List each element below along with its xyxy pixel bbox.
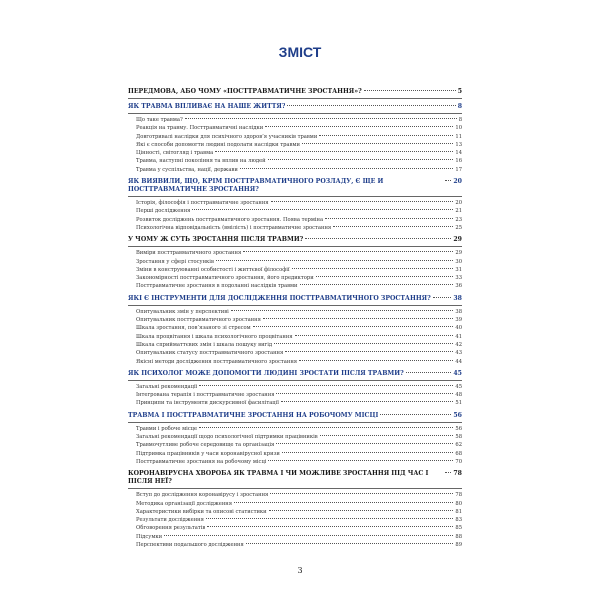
toc-item-page: 68 — [455, 450, 462, 457]
toc-item-page: 23 — [455, 216, 462, 223]
toc-item[interactable] — [128, 207, 462, 215]
dot-leader — [268, 460, 453, 461]
toc-item-page: 88 — [455, 533, 462, 540]
toc-item-page: 40 — [455, 325, 462, 332]
toc-item-title: Характеристики вибірки та описові статистики — [136, 508, 267, 515]
dot-leader — [276, 393, 453, 394]
section-divider — [128, 422, 462, 423]
toc-item[interactable] — [128, 341, 462, 349]
toc-section[interactable] — [128, 295, 462, 303]
toc-item[interactable] — [128, 308, 462, 316]
dot-leader — [316, 276, 454, 277]
dot-leader — [216, 260, 454, 261]
dot-leader — [265, 126, 453, 127]
toc-item-title: Шкала зростання, пов’язаного зі стресом — [136, 325, 251, 332]
dot-leader — [271, 201, 454, 202]
toc-item[interactable] — [128, 333, 462, 341]
toc-item-title: Методика організації дослідження — [136, 500, 233, 507]
toc-section-title: ТРАВМА І ПОСТТРАВМАТИЧНЕ ЗРОСТАННЯ НА РОБОЧОМУ МІСЦІ — [128, 411, 379, 419]
toc-section[interactable] — [128, 370, 462, 378]
toc-item-title: Виміри посттравматичного зростання — [136, 250, 242, 257]
dot-leader — [199, 385, 453, 386]
toc-item-title: Зміни в конструюванні особистості і життєвої філософії — [136, 266, 290, 273]
toc-item-title: Посттравматичне зростання в подоланні наслідків травми — [136, 283, 298, 290]
toc-item-page: 43 — [455, 350, 462, 357]
dot-leader — [281, 401, 453, 402]
toc-item[interactable] — [128, 324, 462, 332]
toc-item-page: 80 — [455, 500, 462, 507]
toc-item-title: Загальні рекомендації щодо психологічної підтримки працівників — [136, 434, 318, 441]
toc-item[interactable] — [128, 399, 462, 407]
toc-section-page: 8 — [457, 103, 462, 110]
toc-item-title: Психологічна відповідальність (вмілість) і посттравматичне зростання — [136, 224, 332, 231]
dot-leader — [185, 118, 457, 119]
toc-item-page: 78 — [455, 492, 462, 499]
dot-leader — [445, 180, 451, 181]
dot-leader — [333, 226, 453, 227]
toc-item-page: 25 — [455, 224, 462, 231]
dot-leader — [243, 251, 453, 252]
section-divider — [128, 196, 462, 197]
section-divider — [128, 380, 462, 381]
toc-item-page: 17 — [455, 166, 462, 173]
toc-section-page: 5 — [457, 88, 462, 95]
toc-item-title: Опитувальник змін у перспективі — [136, 308, 229, 315]
dot-leader — [192, 209, 453, 210]
toc-section-title: ПЕРЕДМОВА, АБО ЧОМУ «ПОСТТРАВМАТИЧНЕ ЗРОСТАННЯ»? — [128, 88, 362, 95]
dot-leader — [299, 360, 453, 361]
toc-item[interactable] — [128, 524, 462, 532]
toc-item-page: 85 — [455, 525, 462, 532]
dot-leader — [274, 343, 453, 344]
toc-section-title: ЯК ПСИХОЛОГ МОЖЕ ДОПОМОГТИ ЛЮДИНІ ЗРОСТАТИ ПІСЛЯ ТРАВМИ? — [128, 369, 404, 377]
toc-item-page: 13 — [455, 141, 462, 148]
toc-item-page: 33 — [455, 275, 462, 282]
toc-section[interactable] — [128, 236, 462, 244]
toc-item[interactable] — [128, 316, 462, 324]
toc-item[interactable] — [128, 141, 462, 149]
toc-item-page: 45 — [455, 383, 462, 390]
toc-item-title: Які є способи допомогти людині подолати наслідки травми — [136, 141, 300, 148]
toc-item[interactable] — [128, 508, 462, 516]
dot-leader — [406, 372, 452, 373]
toc-item-title: Закономірності посттравматичного зростання, його предиктори — [136, 275, 314, 282]
toc-item-title: Шкала процвітання і шкала психологічного процвітання — [136, 333, 293, 340]
toc-section-title: ЯКІ Є ІНСТРУМЕНТИ ДЛЯ ДОСЛІДЖЕННЯ ПОСТТРАВМАТИЧНОГО ЗРОСТАННЯ? — [128, 294, 431, 302]
toc-item-title: Травма у суспільства, нації, держави — [136, 166, 238, 173]
toc-item-page: 29 — [455, 250, 462, 257]
toc-item-page: 31 — [455, 266, 462, 273]
dot-leader — [231, 310, 454, 311]
dot-leader — [380, 414, 451, 415]
toc-item-title: Розвиток досліджень посттравматичного зростання. Поява терміна — [136, 216, 324, 223]
toc-item[interactable] — [128, 249, 462, 257]
toc-item-title: Реакція на травму. Посттравматичні наслідки — [136, 125, 264, 132]
toc-item[interactable] — [128, 166, 462, 174]
toc-item[interactable] — [128, 383, 462, 391]
toc-item-page: 39 — [455, 317, 462, 324]
toc-item-page: 81 — [455, 508, 462, 515]
toc-item-page: 48 — [455, 392, 462, 399]
toc-item-title: Вступ до дослідження коронавірусу і зростання — [136, 492, 269, 499]
toc-item[interactable] — [128, 199, 462, 207]
toc-section-page: 20 — [453, 178, 462, 186]
dot-leader — [325, 218, 453, 219]
toc-item-title: Історія, філософія і посттравматичне зростання — [136, 200, 269, 207]
toc-item[interactable] — [128, 266, 462, 274]
dot-leader — [215, 151, 453, 152]
toc-item-title: Загальні рекомендації — [136, 383, 198, 390]
toc-item-title: Підтримка працівників у часи коронавірусної кризи — [136, 450, 280, 457]
dot-leader — [292, 268, 454, 269]
toc-item-title: Травмочутливе робоче середовище та організація — [136, 442, 275, 449]
dot-leader — [276, 443, 453, 444]
toc-item[interactable] — [128, 533, 462, 541]
toc-item[interactable] — [128, 450, 462, 458]
dot-leader — [282, 452, 454, 453]
toc-item-page: 16 — [455, 158, 462, 165]
toc-item-page: 83 — [455, 517, 462, 524]
toc-item-page: 41 — [455, 333, 462, 340]
toc-item-title: Принципи та інструменти дискурсивної фасилітації — [136, 400, 279, 407]
toc-item[interactable] — [128, 433, 462, 441]
toc-section-page: 29 — [453, 236, 462, 244]
dot-leader — [445, 472, 451, 473]
dot-leader — [320, 435, 454, 436]
toc-item-page: 21 — [455, 208, 462, 215]
toc-item[interactable] — [128, 124, 462, 132]
toc-section-title: КОРОНАВІРУСНА ХВОРОБА ЯК ТРАВМА І ЧИ МОЖЛИВЕ ЗРОСТАННЯ ПІД ЧАС І ПІСЛЯ НЕЇ? — [128, 470, 429, 486]
dot-leader — [285, 351, 453, 352]
toc-item-page: 89 — [455, 541, 462, 548]
dot-leader — [164, 535, 453, 536]
toc-section-page: 56 — [453, 411, 462, 419]
toc-item[interactable] — [128, 491, 462, 499]
toc-item-title: Посттравматичне зростання на робочому місці — [136, 458, 267, 465]
toc-item-title: Опитувальник статусу посттравматичного зростання — [136, 350, 284, 357]
page-number: 3 — [297, 566, 303, 575]
dot-leader — [287, 105, 455, 106]
toc-item[interactable] — [128, 258, 462, 266]
toc-item[interactable] — [128, 149, 462, 157]
toc-item-title: Шкала сприйматтєвих змін і шкала пошуку вигід — [136, 341, 273, 348]
dot-leader — [270, 493, 453, 494]
toc-item-title: Цінності, світогляд і травма — [136, 150, 214, 157]
dot-leader — [300, 284, 454, 285]
toc-item[interactable] — [128, 216, 462, 224]
section-divider — [128, 113, 462, 114]
dot-leader — [433, 297, 452, 298]
toc-section-title: ЯК ВИЯВИЛИ, ЩО, КРІМ ПОСТТРАВМАТИЧНОГО РОЗЛАДУ, Є ЩЕ Й ПОСТТРАВМАТИЧНЕ ЗРОСТАННЯ? — [128, 178, 384, 194]
toc-item-page: 8 — [458, 117, 462, 123]
dot-leader — [246, 543, 454, 544]
toc-item-title: Зростання у сфері стосунків — [136, 258, 214, 265]
toc-item-page: 56 — [455, 425, 462, 432]
toc-item-title: Перші дослідження — [136, 208, 191, 215]
section-divider — [128, 246, 462, 247]
toc-item[interactable] — [128, 500, 462, 508]
dot-leader — [253, 326, 454, 327]
toc-section-page: 78 — [453, 470, 462, 478]
toc-item[interactable] — [128, 224, 462, 232]
toc-section-page: 45 — [453, 369, 462, 377]
toc-item-page: 58 — [455, 434, 462, 441]
toc-item-title: Інтегрована терапія і посттравматичне зростання — [136, 392, 275, 399]
toc-item-page: 38 — [455, 308, 462, 315]
dot-leader — [295, 335, 454, 336]
toc-section-page: 38 — [453, 294, 462, 302]
dot-leader — [364, 90, 456, 91]
toc-item-page: 44 — [455, 358, 462, 365]
toc-item-title: Травми і робоче місце — [136, 425, 198, 432]
page-title: ЗМІСТ — [278, 44, 322, 60]
toc-section[interactable] — [128, 88, 462, 96]
toc-item-page: 42 — [455, 341, 462, 348]
toc-item[interactable] — [128, 274, 462, 282]
dot-leader — [240, 168, 454, 169]
dot-leader — [319, 135, 453, 136]
toc-item[interactable] — [128, 282, 462, 290]
toc-item[interactable] — [128, 441, 462, 449]
toc-item-title: Довготривалі наслідки для психічного здоров’я учасників травми — [136, 133, 318, 140]
dot-leader — [199, 427, 453, 428]
toc-item-page: 30 — [455, 258, 462, 265]
toc-item[interactable] — [128, 349, 462, 357]
dot-leader — [206, 518, 453, 519]
section-divider — [128, 98, 462, 99]
toc-section-title: У ЧОМУ Ж СУТЬ ЗРОСТАННЯ ПІСЛЯ ТРАВМИ? — [128, 236, 304, 244]
toc-item[interactable] — [128, 541, 462, 549]
toc-item-page: 62 — [455, 442, 462, 449]
toc-item-page: 11 — [455, 133, 462, 140]
toc-item-title: Підсумки — [136, 533, 163, 540]
toc-item[interactable] — [128, 157, 462, 165]
toc-item[interactable] — [128, 516, 462, 524]
toc-item-title: Опитувальник посттравматичного зростання — [136, 317, 261, 324]
toc-item[interactable] — [128, 391, 462, 399]
dot-leader — [269, 510, 454, 511]
toc-section[interactable] — [128, 412, 462, 420]
toc-item-page: 36 — [455, 283, 462, 290]
toc-item-page: 14 — [455, 150, 462, 157]
dot-leader — [305, 238, 451, 239]
section-divider — [128, 305, 462, 306]
toc-section[interactable] — [128, 178, 462, 194]
toc-item-page: 70 — [455, 458, 462, 465]
toc-section-title: ЯК ТРАВМА ВПЛИВАЄ НА НАШЕ ЖИТТЯ? — [128, 103, 286, 110]
toc-item[interactable] — [128, 133, 462, 141]
dot-leader — [302, 143, 453, 144]
toc-item-page: 51 — [455, 400, 462, 407]
dot-leader — [207, 526, 453, 527]
dot-leader — [268, 159, 454, 160]
toc-item-title: Обговорення результатів — [136, 525, 206, 532]
toc-item[interactable] — [128, 358, 462, 366]
toc-item-title: Перспективи подальшого дослідження — [136, 541, 244, 548]
toc-section[interactable] — [128, 103, 462, 111]
toc-item[interactable] — [128, 116, 462, 124]
dot-leader — [263, 318, 454, 319]
toc-item-page: 20 — [455, 200, 462, 207]
toc-item-page: 10 — [455, 125, 462, 132]
toc-item-title: Що таке травма? — [136, 117, 183, 123]
toc-item-title: Якісні методи дослідження посттравматичного зростання — [136, 358, 298, 365]
section-divider — [128, 488, 462, 489]
toc-section[interactable] — [128, 470, 462, 486]
table-of-contents — [128, 84, 462, 549]
dot-leader — [234, 502, 453, 503]
toc-item-title: Травма, наступні покоління та вплив на людей — [136, 158, 266, 165]
toc-item[interactable] — [128, 425, 462, 433]
toc-item-title: Результати дослідження — [136, 517, 204, 524]
toc-item[interactable] — [128, 458, 462, 466]
